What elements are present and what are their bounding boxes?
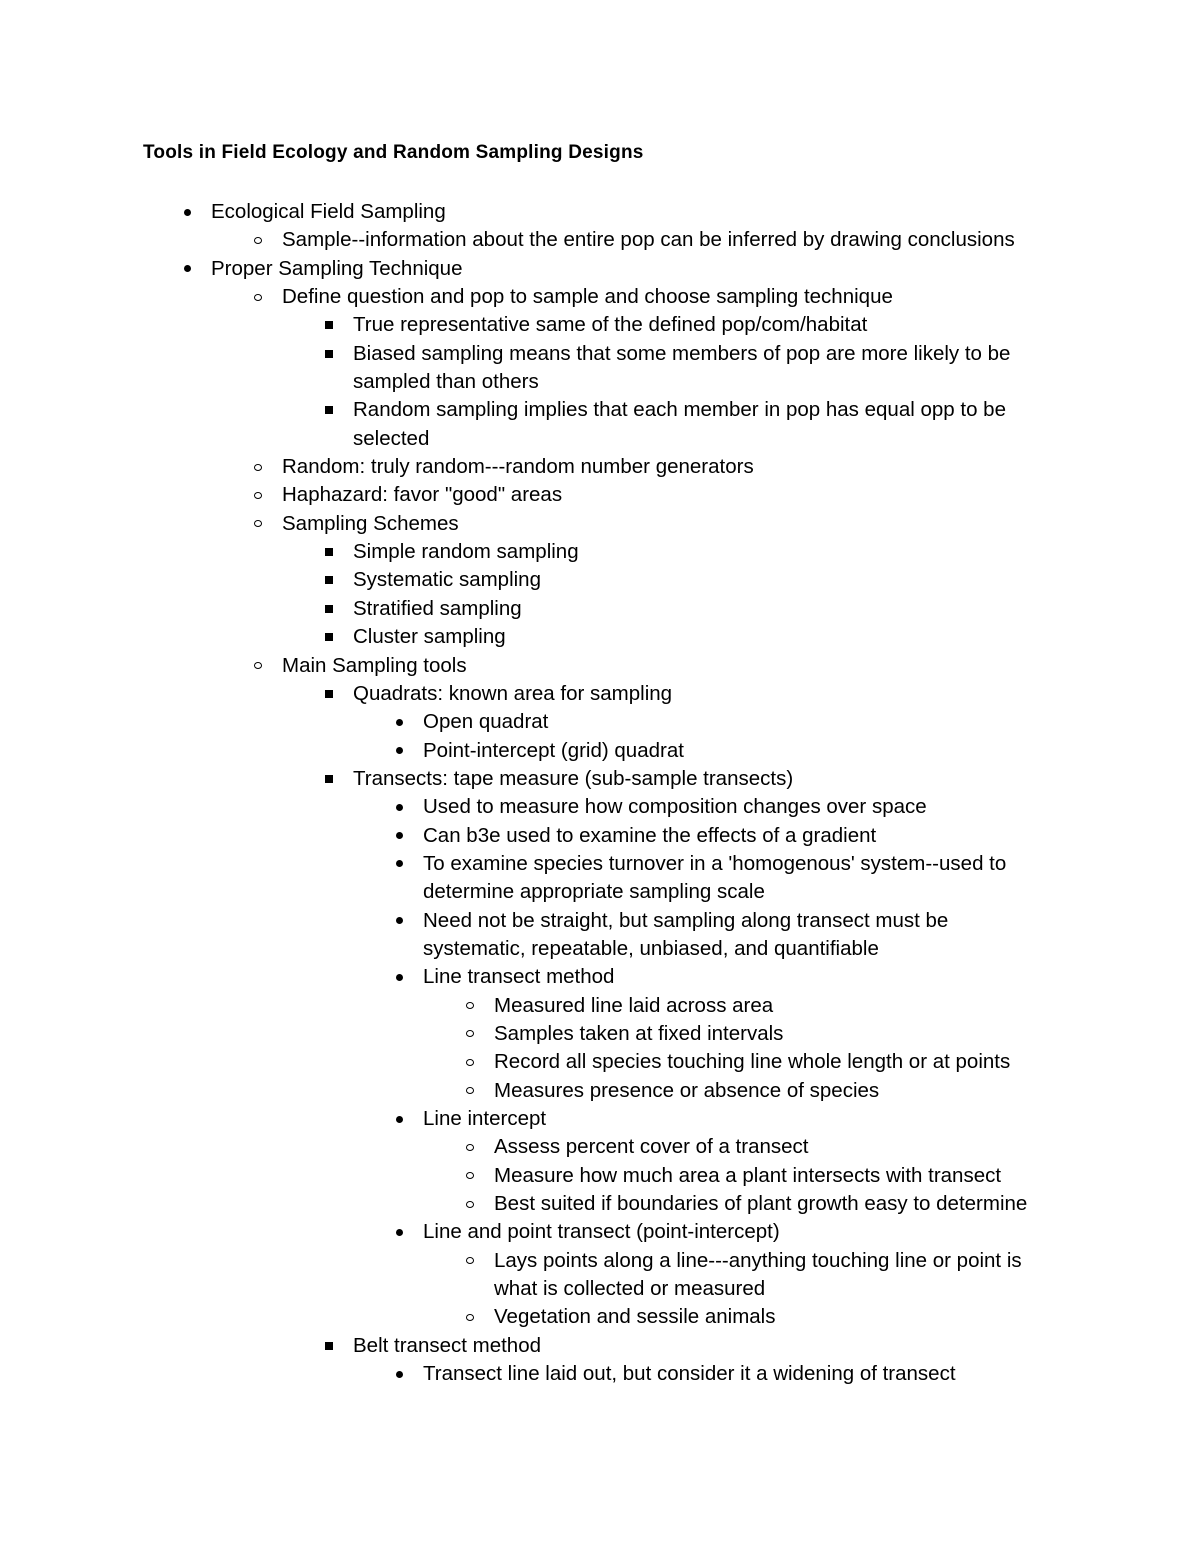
outline-item-text: Cluster sampling [353, 625, 506, 649]
disc-bullet-icon [177, 198, 197, 226]
disc-bullet-icon [389, 1360, 409, 1388]
disc-bullet-icon [389, 793, 409, 821]
outline-item-level-3 [353, 340, 1053, 397]
outline-item-text: Random sampling implies that each member in pop has equal opp to be selected [353, 398, 1006, 450]
circle-bullet-icon [460, 1048, 480, 1076]
outline-item-text: Used to measure how composition changes over space [423, 795, 927, 819]
outline-item-level-4 [423, 737, 1048, 765]
disc-bullet-icon [389, 963, 409, 991]
outline-item-level-2 [282, 453, 1072, 481]
disc-bullet-icon [389, 1218, 409, 1246]
outline-item-text: Best suited if boundaries of plant growth easy to determine [494, 1192, 1028, 1216]
outline-item-text: To examine species turnover in a 'homogenous' system--used to determine appropriate sampling scale [423, 851, 1007, 904]
square-bullet-icon [319, 538, 339, 566]
outline-item-level-4 [423, 1105, 1048, 1133]
outline-item-text: Samples taken at fixed intervals [494, 1021, 784, 1045]
disc-bullet-icon [389, 1105, 409, 1133]
outline-item-level-3 [353, 595, 1053, 623]
outline-item-text: Biased sampling means that some members of pop are more likely to be sampled than others [353, 341, 1011, 394]
outline-item-level-5 [494, 1020, 1069, 1048]
circle-bullet-icon [248, 652, 268, 680]
circle-bullet-icon [248, 481, 268, 509]
outline-item-level-3 [353, 680, 1053, 708]
disc-bullet-icon [389, 822, 409, 850]
outline-item-level-4 [423, 1360, 1048, 1388]
outline-item-text: Need not be straight, but sampling along transect must be systematic, repeatable, unbiased, and quantifiable [423, 908, 949, 960]
outline-item-level-5 [494, 992, 1069, 1020]
circle-bullet-icon [460, 1020, 480, 1048]
outline-item-text: Transects: tape measure (sub-sample transects) [353, 766, 794, 790]
outline-item-text: True representative same of the defined pop/com/habitat [353, 313, 868, 337]
outline-item-level-4 [423, 907, 1048, 964]
circle-bullet-icon [248, 226, 268, 254]
outline-item-text: Quadrats: known area for sampling [353, 681, 673, 705]
outline-item-text: Stratified sampling [353, 596, 522, 620]
outline-item-text: Random: truly random---random number generators [282, 455, 754, 479]
outline-item-text: Systematic sampling [353, 568, 541, 592]
outline-item-text: Point-intercept (grid) quadrat [423, 738, 684, 762]
outline-item-level-1 [211, 255, 1061, 283]
square-bullet-icon [319, 623, 339, 651]
outline-item-level-2 [282, 510, 1072, 538]
square-bullet-icon [319, 396, 339, 424]
circle-bullet-icon [460, 1133, 480, 1161]
outline-item-text: Transect line laid out, but consider it a widening of transect [423, 1362, 956, 1386]
outline-item-level-2 [282, 481, 1072, 509]
square-bullet-icon [319, 1332, 339, 1360]
outline-item-text: Define question and pop to sample and choose sampling technique [282, 285, 893, 309]
outline-item-text: Haphazard: favor "good" areas [282, 483, 563, 507]
outline-item-level-3 [353, 623, 1053, 651]
outline-item-text: Assess percent cover of a transect [494, 1135, 809, 1159]
outline-item-level-5 [494, 1303, 1069, 1331]
outline-item-level-1 [211, 198, 1061, 226]
outline-item-level-5 [494, 1133, 1069, 1161]
outline-item-text: Lays points along a line---anything touching line or point is what is collected or measured [494, 1248, 1022, 1301]
outline-item-text: Belt transect method [353, 1333, 542, 1357]
disc-bullet-icon [177, 255, 197, 283]
circle-bullet-icon [248, 453, 268, 481]
outline-item-level-4 [423, 850, 1048, 907]
outline-item-level-4 [423, 1218, 1048, 1246]
outline-item-level-4 [423, 963, 1048, 991]
square-bullet-icon [319, 680, 339, 708]
outline-item-text: Open quadrat [423, 710, 549, 734]
disc-bullet-icon [389, 708, 409, 736]
outline-item-text: Line transect method [423, 965, 615, 989]
outline-item-level-3 [353, 311, 1053, 339]
outline-item-text: Can b3e used to examine the effects of a gradient [423, 823, 877, 847]
outline-item-level-5 [494, 1048, 1069, 1076]
outline-item-text: Simple random sampling [353, 540, 579, 564]
circle-bullet-icon [460, 992, 480, 1020]
outline-item-level-2 [282, 652, 1072, 680]
outline-item-level-5 [494, 1077, 1069, 1105]
outline-item-text: Line and point transect (point-intercept) [423, 1220, 780, 1244]
square-bullet-icon [319, 595, 339, 623]
square-bullet-icon [319, 765, 339, 793]
circle-bullet-icon [460, 1303, 480, 1331]
square-bullet-icon [319, 311, 339, 339]
bullet-outline [0, 198, 1200, 1388]
circle-bullet-icon [248, 510, 268, 538]
square-bullet-icon [319, 566, 339, 594]
outline-item-level-4 [423, 822, 1048, 850]
outline-item-level-5 [494, 1162, 1069, 1190]
outline-item-text: Proper Sampling Technique [211, 256, 463, 280]
circle-bullet-icon [460, 1247, 480, 1275]
outline-item-text: Line intercept [423, 1107, 547, 1130]
outline-item-level-4 [423, 708, 1048, 736]
circle-bullet-icon [460, 1077, 480, 1105]
outline-item-level-4 [423, 793, 1048, 821]
disc-bullet-icon [389, 907, 409, 935]
square-bullet-icon [319, 340, 339, 368]
disc-bullet-icon [389, 737, 409, 765]
outline-item-level-2 [282, 226, 1072, 254]
circle-bullet-icon [460, 1162, 480, 1190]
outline-item-level-3 [353, 765, 1053, 793]
circle-bullet-icon [460, 1190, 480, 1218]
outline-item-text: Main Sampling tools [282, 653, 467, 677]
disc-bullet-icon [389, 850, 409, 878]
outline-item-level-2 [282, 283, 1072, 311]
outline-item-level-3 [353, 396, 1053, 453]
outline-item-text: Sample--information about the entire pop can be inferred by drawing conclusions [282, 228, 1015, 252]
outline-item-level-3 [353, 1332, 1053, 1360]
outline-item-text: Record all species touching line whole length or at points [494, 1050, 1011, 1074]
outline-item-level-3 [353, 538, 1053, 566]
circle-bullet-icon [248, 283, 268, 311]
outline-item-text: Measures presence or absence of species [494, 1078, 880, 1102]
document-title: Tools in Field Ecology and Random Sampling Designs [143, 142, 644, 163]
outline-item-text: Vegetation and sessile animals [494, 1305, 776, 1329]
outline-item-level-3 [353, 566, 1053, 594]
outline-item-level-5 [494, 1190, 1069, 1218]
outline-item-text: Sampling Schemes [282, 511, 459, 535]
outline-item-text: Ecological Field Sampling [211, 200, 446, 223]
outline-item-level-5 [494, 1247, 1069, 1304]
outline-item-text: Measure how much area a plant intersects with transect [494, 1163, 1002, 1187]
outline-item-text: Measured line laid across area [494, 993, 774, 1017]
